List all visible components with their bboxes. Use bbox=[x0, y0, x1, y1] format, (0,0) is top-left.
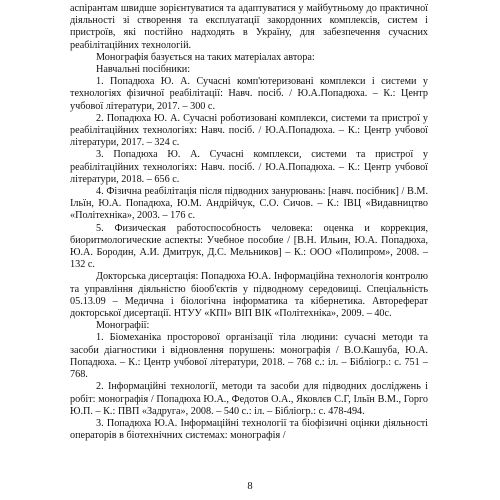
monograph-item-2: 2. Інформаційні технології, методи та засоби для підводних досліджень і робіт: монографія / Попадюха Ю.А., Федотов О.А., Яковлєв С.Г, Ільїн В.М., Горго Ю.П. – К.: ПВП «Задруга», 2008. – 540 с.: іл. – Бібліогр.: с. 478-494. bbox=[70, 381, 428, 417]
page-body bbox=[70, 3, 428, 442]
heading-monographs: Монографії: bbox=[96, 320, 150, 332]
monograph-item-3: 3. Попадюха Ю.А. Інформаційні технології та біофізичні оцінки діяльності операторів в біотехнічних системах: монографія / bbox=[70, 417, 428, 442]
paragraph-materials-intro: Монографія базується на таких матеріалах автора: bbox=[96, 51, 315, 63]
textbook-item-3: 3. Попадюха Ю. А. Сучасні комплекси, системи та пристрої у реабілітаційних технологіях: Навч. посіб. / Ю.А.Попадюха. – К.: Центр учбової літератури, 2018. – 656 с. bbox=[70, 149, 428, 185]
textbook-item-4: 4. Фізична реабілітація після підводних занурювань: [навч. посібник] / В.М. Ільїн, Ю.А. Попадюха, Ю.М. Андрійчук, С.О. Сичов. – К.: ІВЦ «Видавництво «Політехніка», 2003. – 176 с. bbox=[70, 186, 428, 222]
paragraph-doctoral-dissertation: Докторська дисертація: Попадюха Ю.А. Інформаційна технологія контролю та управління діяльністю біооб'єктів у підводному середовищі. Спеціальність 05.13.09 – Медична і біологічна інформатика та кібернетика. Автореферат докторської дисертації. НТУУ «КПІ» ВІП ВІК «Політехніка», 2009. – 40с. bbox=[70, 271, 428, 320]
textbook-item-1: 1. Попадюха Ю. А. Сучасні комп'ютеризовані комплекси і системи у технологіях фізичної реабілітації: Навч. посіб. / Ю.А.Попадюха. – К.: Центр учбової літератури, 2017. – 300 с. bbox=[70, 76, 428, 112]
monograph-item-1: 1. Біомеханіка просторової організації тіла людини: сучасні методи та засоби діагностики і відновлення порушень: монографія / В.О.Кашуба, Ю.А. Попадюха. – К.: Центр учбової літератури, 2018. – 768 с.: іл. – Бібліогр.: с. 751 – 768. bbox=[70, 332, 428, 381]
heading-textbooks: Навчальні посібники: bbox=[96, 64, 191, 76]
textbook-item-5: 5. Физическая работоспособность человека: оценка и коррекция, биоритмологические аспекты: Учебное пособие / [В.Н. Ильин, Ю.А. Попадюха, Ю.А. Бородин, А.И. Дмитрук, Д.С. Мельников] – К.: ООО «Полипром», 2008. – 132 с. bbox=[70, 222, 428, 271]
page-number: 8 bbox=[247, 481, 253, 492]
textbook-item-2: 2. Попадюха Ю. А. Сучасні роботизовані комплекси, системи та пристрої у реабілітаційних технологіях: Навч. посіб. / Ю.А.Попадюха. – К.: Центр учбової літератури, 2017. – 324 с. bbox=[70, 112, 428, 149]
paragraph-intro-continuation: аспірантам швидше зорієнтуватися та адаптуватися у майбутньому до практичної діяльності зі створення та експлуатації закордонних комплексів, систем і пристроїв, які постійно надходять в Україну, для забезпечення сучасних реабілітаційних технологій. bbox=[70, 3, 428, 51]
